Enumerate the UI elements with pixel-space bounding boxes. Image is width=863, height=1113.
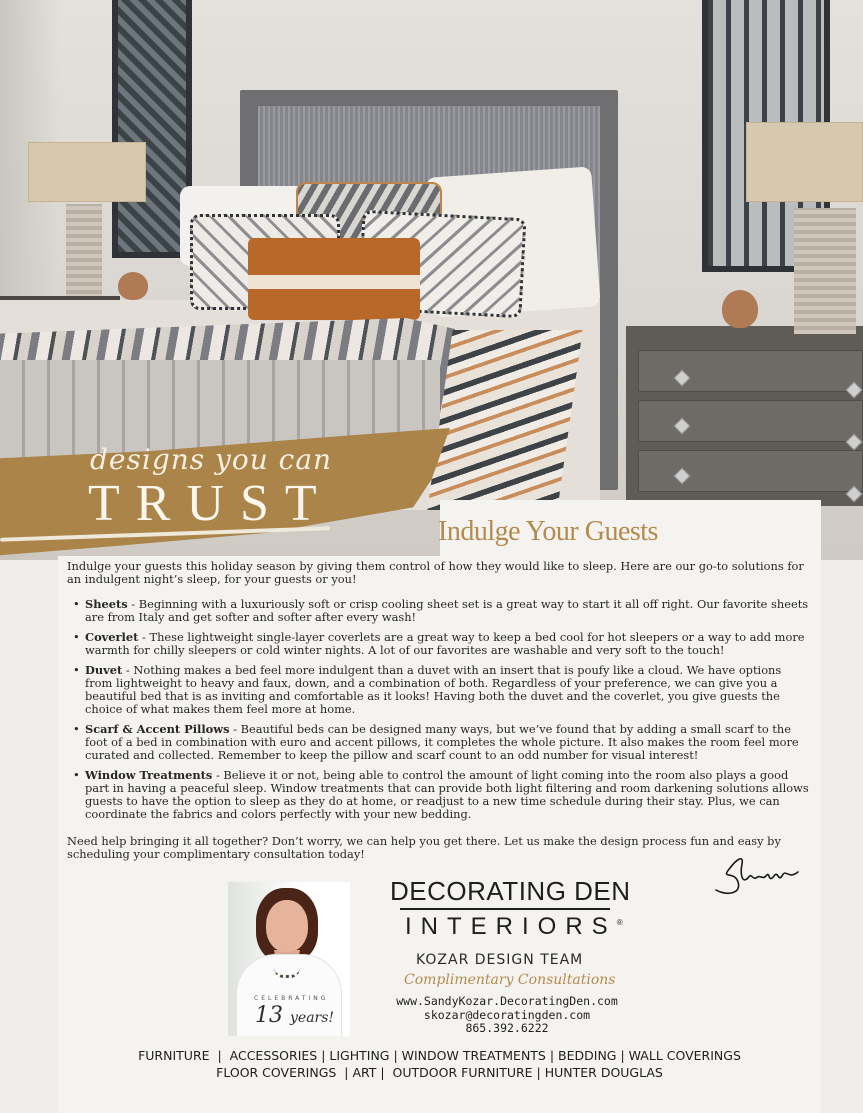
consultation-offer: Complimentary Consultations (404, 972, 616, 988)
tip-term: Scarf & Accent Pillows (85, 722, 230, 736)
tip-term: Duvet (85, 663, 123, 677)
tip-term: Coverlet (85, 630, 139, 644)
tagline-trust: TRUST (88, 475, 333, 532)
dresser-drawer (638, 350, 863, 392)
left-lamp-base (66, 204, 102, 298)
right-bird-figurine (722, 290, 758, 328)
email-link[interactable]: skozar@decoratingden.com (423, 1007, 591, 1022)
registered-mark: ® (616, 918, 623, 927)
contact-block (388, 995, 626, 1036)
article-intro: Indulge your guests this holiday season by giving them control of how they would like to sleep. Here are our go-to solutions for an indulgent night’s sleep, for your guests or you! (67, 559, 804, 586)
accent-lumbar-pillow (248, 238, 420, 320)
tip-item-window-treatments (73, 769, 812, 821)
tip-item-coverlet (73, 631, 812, 657)
handwritten-signature (712, 850, 802, 902)
years-number: 13 (255, 1003, 283, 1028)
services-line-1: FURNITURE | ACCESSORIES | LIGHTING | WINDOW TREATMENTS | BEDDING | WALL COVERINGS (138, 1048, 741, 1063)
article-outro: Need help bringing it all together? Don’t worry, we can help you get there. Let us make the design process fun and easy by scheduling your complimentary consultation today! (67, 834, 781, 861)
phone-number[interactable]: 865.392.6222 (465, 1021, 549, 1035)
services-line-2: FLOOR COVERINGS | ART | OUTDOOR FURNITURE | HUNTER DOUGLAS (216, 1065, 663, 1080)
tip-text: - Beginning with a luxuriously soft or crisp cooling sheet set is a great way to start it all off right. Our favorite sheets are from Italy and get softer and softer after every wash! (85, 597, 809, 624)
tip-text: - These lightweight single-layer coverlets are a great way to keep a bed cool for hot sleepers or a way to add more warmth for chilly sleepers or cold winter nights. A lot of our favorites are washable and very soft to the touch! (85, 630, 805, 657)
tip-text: - Nothing makes a bed feel more indulgent than a duvet with an insert that is poufy like a cloud. We have options from lightweight to heavy and faux, down, and a combination of both. Regardless of your preference, we can give you a beautiful bed that is as inviting and comfortable as it looks! Having both the duvet and the coverlet, you give guests the choice of what makes them feel more at home. (85, 663, 782, 716)
left-bird-figurine (118, 272, 148, 300)
website-link[interactable]: www.SandyKozar.DecoratingDen.com (396, 994, 618, 1008)
tips-list (67, 598, 812, 821)
article-title: Indulge Your Guests (438, 516, 658, 547)
brand-name-line1: DECORATING DEN (390, 876, 631, 906)
tip-item-scarf-pillows (73, 723, 812, 762)
tip-item-sheets (73, 598, 812, 624)
tagline-script: designs you can (90, 443, 333, 476)
right-lamp-shade (746, 122, 863, 202)
dresser-drawer (638, 450, 863, 492)
team-name: KOZAR DESIGN TEAM (416, 952, 584, 968)
services-list (58, 1047, 821, 1081)
bed-scarf-throw (427, 330, 582, 510)
left-lamp-shade (28, 142, 146, 202)
years-word: years! (290, 1010, 335, 1026)
brand-divider (400, 908, 610, 910)
tip-item-duvet (73, 664, 812, 716)
tip-text: - Beautiful beds can be designed many ways, but we’ve found that by adding a small scarf to the foot of a bed in combination with euro and accent pillows, it completes the whole picture. It also makes the room feel more curated and collected. Remember to keep the pillow and scarf count to an odd number for visual interest! (85, 722, 799, 762)
right-lamp-base (794, 208, 856, 334)
brand-name-line2 (405, 913, 623, 941)
brand-interiors: INTERIORS (405, 913, 617, 940)
tip-text: - Believe it or not, being able to control the amount of light coming into the room also plays a good part in having a peaceful sleep. Window treatments that can provide both light filtering and room darkening solutions allows guests to have the option to sleep as they do at home, or readjust to a new time schedule during their stay. Plus, we can coordinate the fabrics and colors perfectly with your new bedding. (85, 768, 809, 821)
portrait-face (266, 900, 308, 952)
designer-portrait (228, 882, 350, 1036)
anniversary-badge (255, 1003, 334, 1028)
dresser-drawer (638, 400, 863, 442)
celebrating-label: CELEBRATING (254, 995, 329, 1002)
tip-term: Window Treatments (85, 768, 213, 782)
tip-term: Sheets (85, 597, 128, 611)
article-body (67, 560, 812, 861)
